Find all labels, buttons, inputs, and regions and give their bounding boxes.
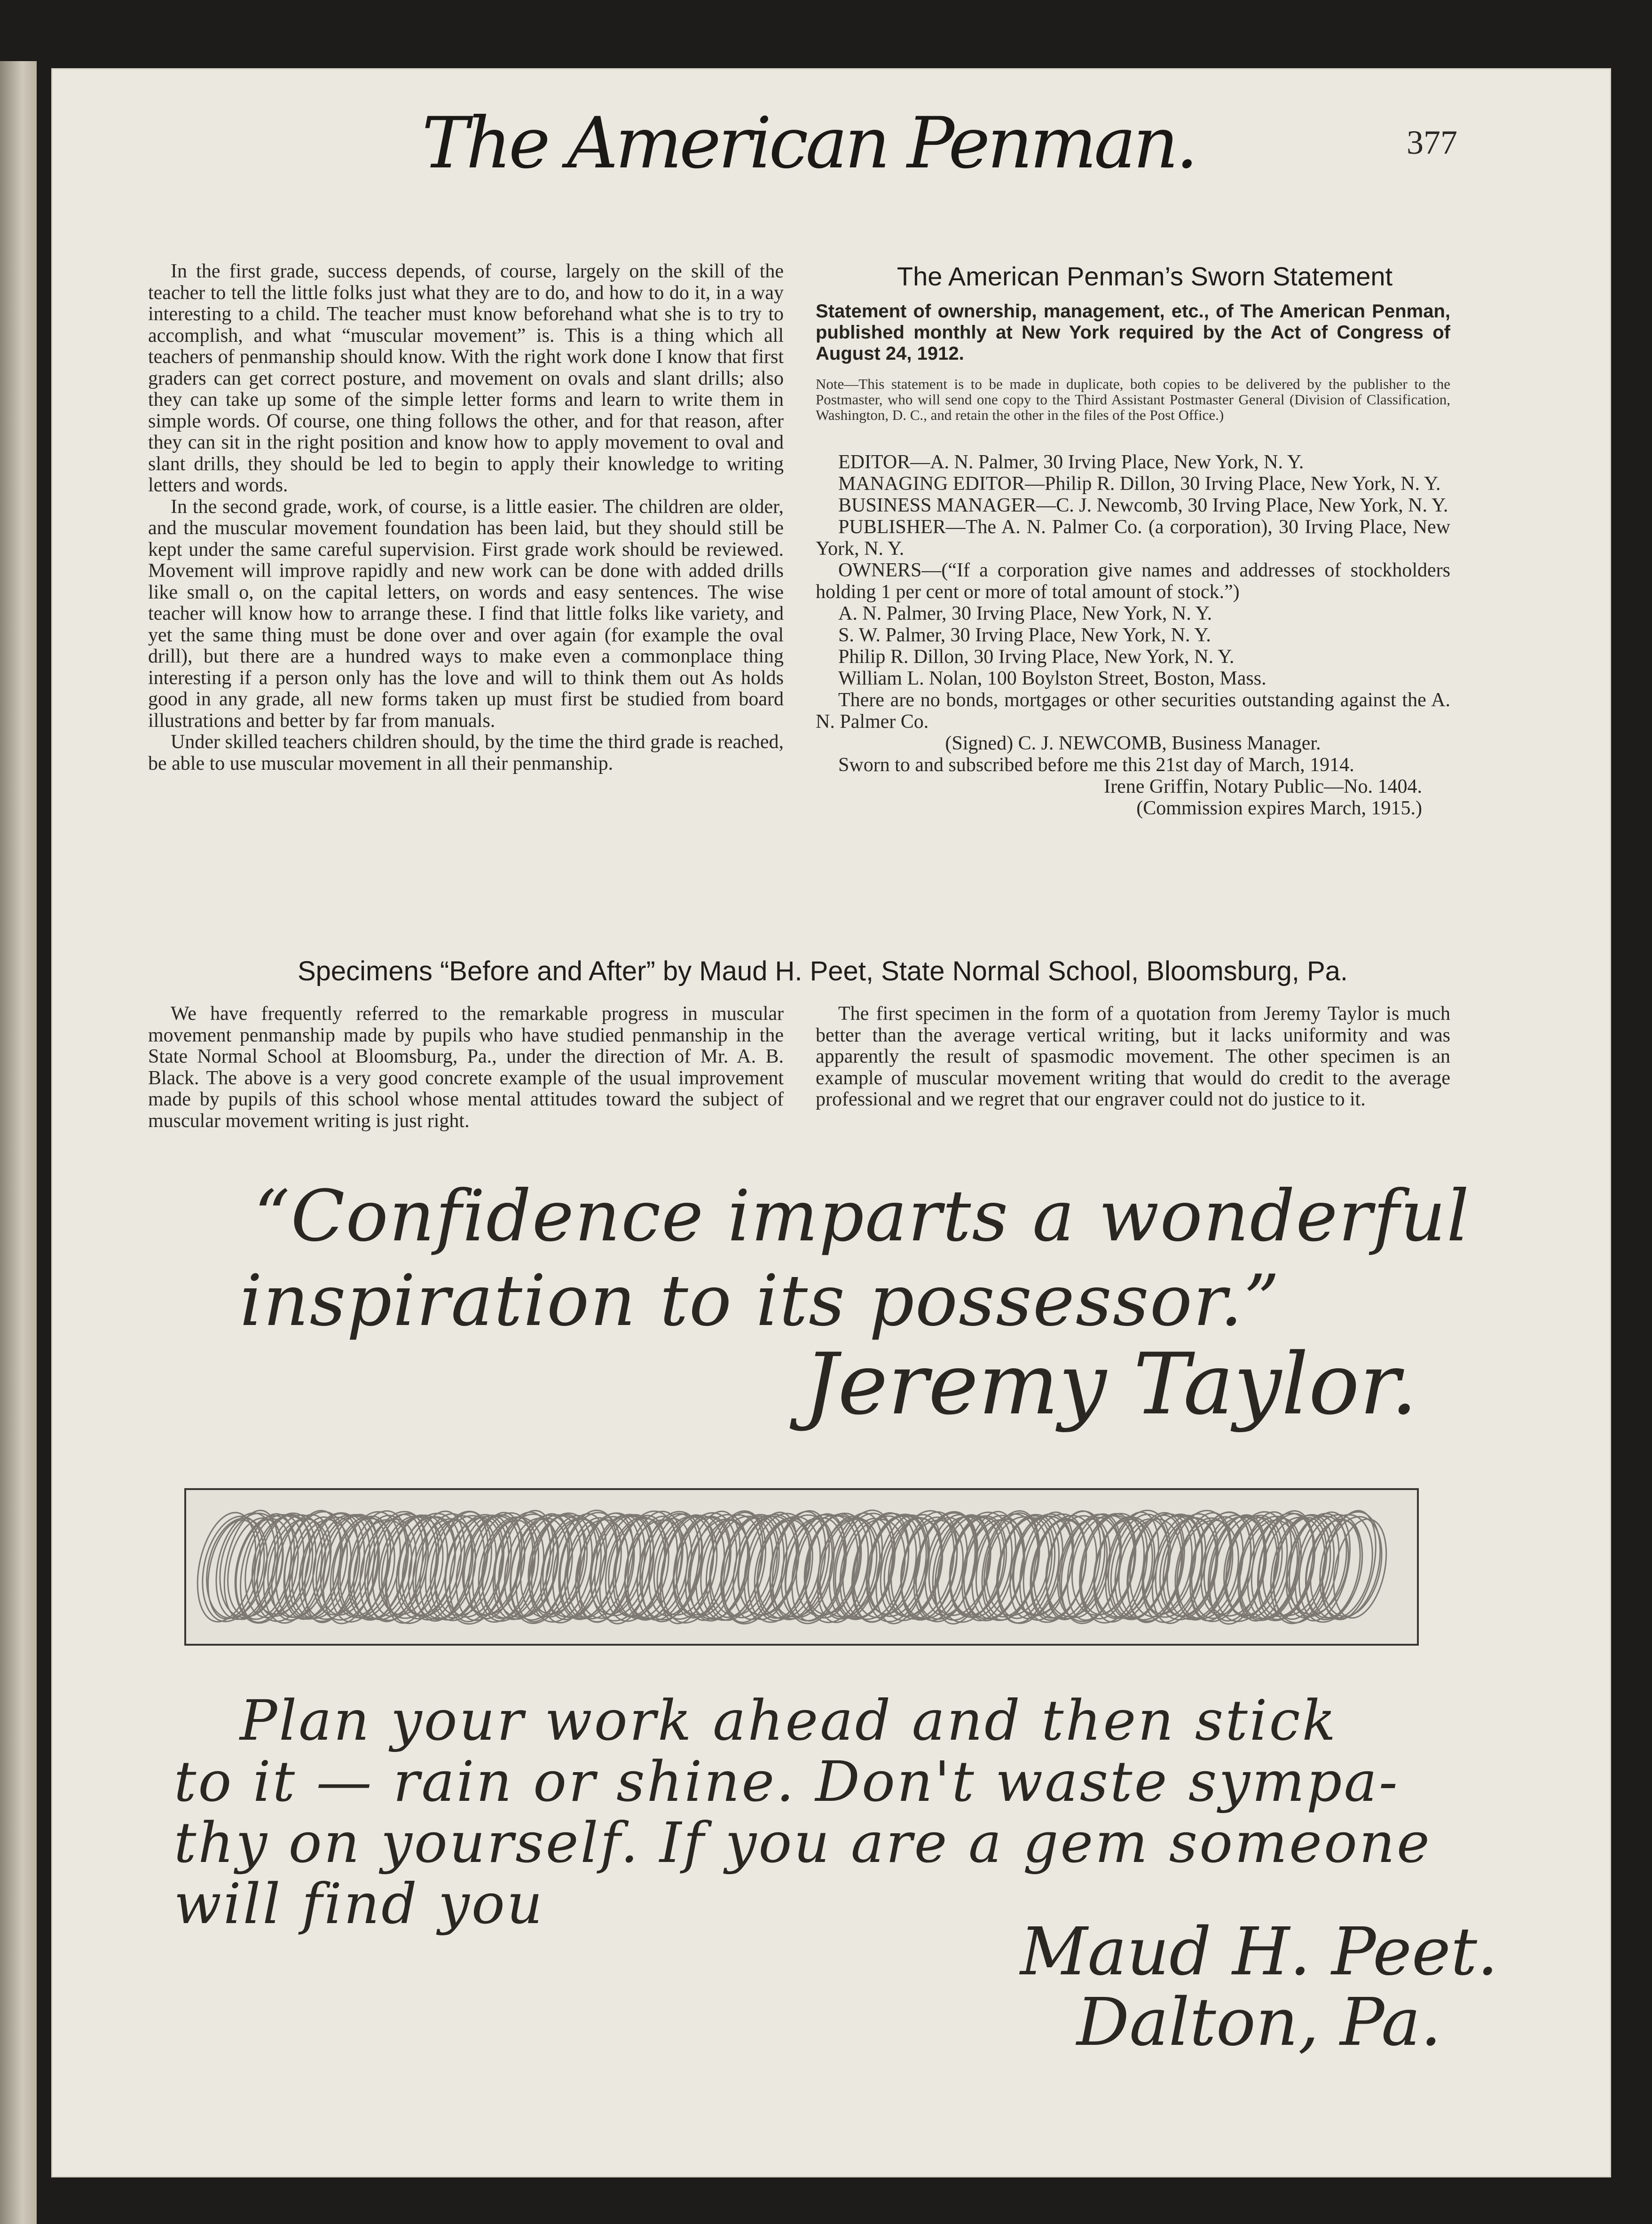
- signature-name: Maud H. Peet.: [1020, 1914, 1498, 1990]
- facing-page-edge: [0, 61, 37, 2224]
- specimens-right-text: [816, 1003, 1450, 1111]
- article-left-column: [148, 261, 784, 774]
- owners-line: OWNERS—(“If a corporation give names and addresses of stockholders holding 1 per cent or more of total amount of stock.”): [816, 560, 1450, 603]
- after-line-3: thy on yourself. If you are a gem someone: [174, 1810, 1432, 1875]
- after-line-1: Plan your work ahead and then stick: [240, 1688, 1338, 1753]
- publisher-line: PUBLISHER—The A. N. Palmer Co. (a corporation), 30 Irving Place, New York, N. Y.: [816, 516, 1450, 560]
- after-line-4: will find you: [174, 1871, 544, 1936]
- specimens-right-paragraph: The first specimen in the form of a quotation from Jeremy Taylor is much better than the average vertical writing, but it lacks uniformity and was apparently the result of spasmodic movement. The other specimen is an example of muscular movement writing that would do credit to the average professional and we regret that our engraver could not do justice to it.: [816, 1003, 1450, 1110]
- paragraph-first-grade: In the first grade, success depends, of course, largely on the skill of the teacher to tell the little folks just what they are to do, and how to do it, in a way interesting to a child. The teacher must know beforehand what she is to try to accomplish, and what “muscular movement” is. This is a thing which all teachers of penmanship should know. With the right work done I know that first graders can get correct posture, and movement on ovals and slant drills; also they can take up some of the simple letter forms and learn to write them in simple words. Of course, one thing follows the other, and for that reason, after they can sit in the right position and know how to apply movement to oval and slant drills, they should be led to begin to apply their knowledge to writing letters and words.: [148, 260, 784, 496]
- after-line-2: to it — rain or shine. Don't waste sympa-: [174, 1749, 1400, 1814]
- sworn-statement-title: The American Penman’s Sworn Statement: [897, 261, 1393, 291]
- owner-item: William L. Nolan, 100 Boylston Street, Boston, Mass.: [838, 668, 1267, 689]
- sworn-statement-intro: Statement of ownership, management, etc., of The American Penman, published monthly at New York required by the Act of Congress of August 24, 1912.: [816, 301, 1450, 364]
- paragraph-third-grade: Under skilled teachers children should, by the time the third grade is reached, be able to use muscular movement in all their penmanship.: [148, 731, 784, 774]
- managing-editor-line: MANAGING EDITOR—Philip R. Dillon, 30 Irving Place, New York, N. Y.: [838, 473, 1441, 495]
- bonds-line: There are no bonds, mortgages or other securities outstanding against the A. N. Palmer Co.: [816, 689, 1450, 733]
- sworn-statement-body: [816, 451, 1450, 819]
- sworn-line: Sworn to and subscribed before me this 21st day of March, 1914.: [838, 754, 1354, 776]
- signature-place: Dalton, Pa.: [1077, 1984, 1442, 2061]
- masthead-title: The American Penman.: [422, 103, 1196, 184]
- quote-author: Jeremy Taylor.: [804, 1335, 1418, 1434]
- paragraph-second-grade: In the second grade, work, of course, is a little easier. The children are older, and the muscular movement foundation has been laid, but they should still be kept under the same careful supervision. First grade work should be reviewed. Movement will improve rapidly and new work can be done with added drills like small o, on the capital letters, on words and easy sentences. The wise teacher will know how to arrange these. I find that little folks like variety, and yet the same thing must be done over and over again (for example the oval drill), but there are a hundred ways to make even a commonplace thing interesting if a person only has the love and will to think them out As holds good in any grade, all new forms taken up must first be studied from board illustrations and better by far from manuals.: [148, 496, 784, 732]
- sworn-statement-note: Note—This statement is to be made in duplicate, both copies to be delivered by the publisher to the Postmaster, who will send one copy to the Third Assistant Postmaster General (Division of Classification, Washington, D. C., and retain the other in the files of the Post Office.): [816, 376, 1450, 423]
- quote-line-2: inspiration to its possessor.”: [240, 1260, 1281, 1342]
- specimens-title: Specimens “Before and After” by Maud H. Peet, State Normal School, Bloomsburg, Pa.: [297, 956, 1348, 986]
- business-manager-line: BUSINESS MANAGER—C. J. Newcomb, 30 Irving Place, New York, N. Y.: [838, 495, 1448, 516]
- owner-item: A. N. Palmer, 30 Irving Place, New York, N. Y.: [838, 603, 1212, 624]
- quote-line-1: “Confidence imparts a wonderful: [254, 1175, 1471, 1257]
- page-number: 377: [1407, 124, 1457, 161]
- commission-line: (Commission expires March, 1915.): [1136, 797, 1422, 819]
- editor-line: EDITOR—A. N. Palmer, 30 Irving Place, New York, N. Y.: [838, 451, 1304, 473]
- specimens-left-paragraph: We have frequently referred to the remarkable progress in muscular movement penmanship made by pupils who have studied penmanship in the State Normal School at Bloomsburg, Pa., under the direction of Mr. A. B. Black. The above is a very good concrete example of the usual improvement made by pupils of this school whose mental attitudes toward the subject of muscular movement writing is just right.: [148, 1003, 784, 1132]
- specimens-left-text: [148, 1003, 784, 1132]
- oval-drill-specimen: [184, 1488, 1419, 1646]
- owner-item: Philip R. Dillon, 30 Irving Place, New York, N. Y.: [838, 646, 1235, 668]
- notary-line: Irene Griffin, Notary Public—No. 1404.: [1104, 776, 1422, 797]
- owner-item: S. W. Palmer, 30 Irving Place, New York, N. Y.: [838, 624, 1211, 646]
- signed-line: (Signed) C. J. NEWCOMB, Business Manager.: [945, 733, 1321, 754]
